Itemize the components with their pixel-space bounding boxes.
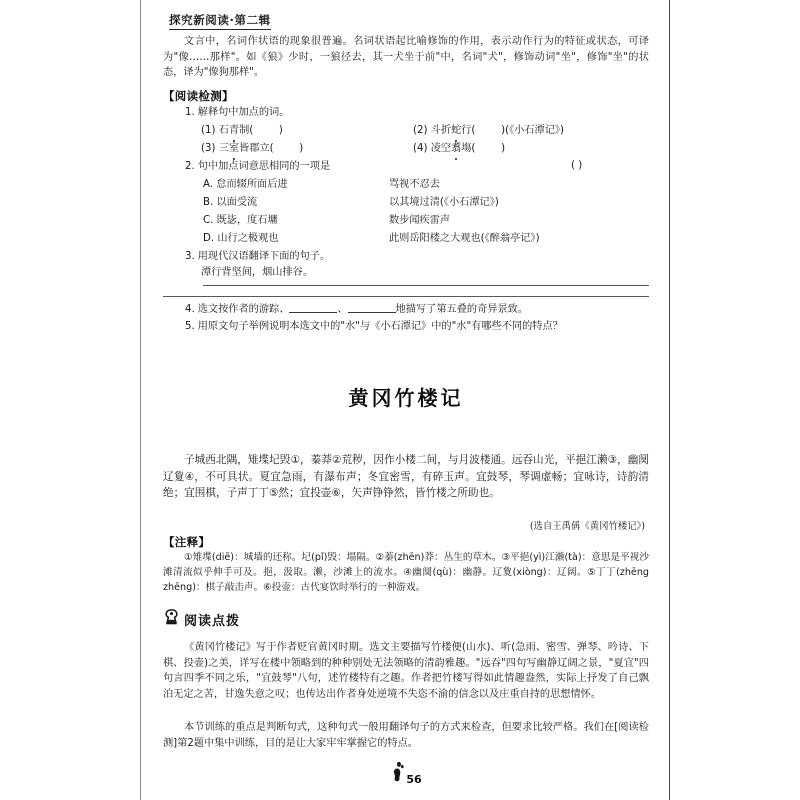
question-2-option-d-tag[interactable]: D. 山行之极观也 [203, 233, 279, 244]
question-1-item-1: (1) 石青制( ) [201, 125, 283, 136]
article-attribution: (选自王禹偁《黄冈竹楼记》) [529, 521, 645, 532]
question-5: 5. 用原文句子举例说明本选文中的"水"与《小石潭记》中的"水"有哪些不同的特点？ [185, 321, 563, 332]
question-2-option-a-tag[interactable]: A. 怠而辍所面后进 [203, 179, 288, 190]
question-1-stem: 1. 解释句中加点的词。 [185, 107, 290, 118]
tips-heading-label: 阅读点拨 [184, 613, 241, 629]
question-1-item-4: (4) 凌空翥塲( ) [413, 143, 506, 154]
dotted-char: 室 [228, 143, 240, 154]
page-number: 56 [406, 773, 422, 786]
question-4-blank-1[interactable] [289, 302, 337, 313]
question-2-option-b-tag[interactable]: B. 以面受流 [203, 197, 258, 208]
question-4-blank-2[interactable] [348, 302, 396, 313]
scanned-page [140, 0, 670, 800]
question-1-item-3: (3) 三室皆郡立( ) [201, 143, 304, 154]
dotted-char: 蛇 [451, 125, 462, 136]
exercises-heading: 【阅读检测】 [163, 89, 234, 103]
question-2-option-a-right: 骂视不忍去 [389, 179, 440, 190]
crown-icon [163, 608, 180, 630]
dotted-char: 翥 [451, 143, 462, 154]
question-2-option-b-right: 以其境过清(《小石潭记》) [389, 197, 499, 208]
notes-heading: 【注释】 [163, 535, 211, 549]
running-head: 探究新阅读·第二辑 [169, 12, 271, 30]
footprint-icon [390, 760, 405, 786]
question-4: 4. 选文按作者的游踪、 、 地描写了第五叠的奇异景致。 [185, 304, 529, 315]
tips-paragraph-2: 本节训练的重点是判断句式，这种句式一般用翻译句子的方式来检查，但要求比较严格。我们在[阅读检测]第2题中集中训练，目的是让大家牢牢掌握它的特点。 [163, 722, 649, 749]
tips-heading-row [163, 608, 240, 630]
answer-rule-1[interactable] [203, 285, 649, 286]
question-3-sentence: 潭行背坚间，烟山排谷。 [201, 267, 314, 278]
dotted-char: 青 [228, 125, 240, 136]
notes-body: ①雉堞(diē)：城墙的还称。圮(pǐ)毁：塌隔。②蓁(zhēn)莽：丛生的草木。③平挹(yì)江濑(tà)：意思是平视沙滩清流似乎伸手可及。挹，汲取。濑，沙滩上的流水。④幽阒(qù)：幽静。辽夐(xiòng)：辽阔。⑤丁丁(zhēng zhēng)：棋子敲击声。⑥投壶：古代宴饮时举行的一种游戏。 [163, 552, 649, 593]
intro-paragraph: 文言中，名词作状语的现象很普遍。名词状语起比喻修饰的作用，表示动作行为的特征或状态，可译为"像……那样"。如《狼》少时，一狼径去，其一犬坐于前"中，名词"犬"，修饰动词"坐"，修饰"坐"的状态，译为"像狗那样"。 [163, 36, 649, 78]
question-2-answer-bracket[interactable]: ( ) [571, 160, 583, 171]
tips-paragraph-1: 《黄冈竹楼记》写于作者贬官黄冈时期。选文主要描写竹楼便(山水)、听(急雨、密雪、弹琴、吟诗、下棋、投壶)之美，详写在楼中领略到的种种别处无法领略的清韵雅趣。"远吞"四句写幽静辽阔之景，"夏宜"四句言四季不同之乐，"宜鼓琴"八句，述竹楼特有之趣。作者把竹楼写得如此情趣盎然，实际上抒发了自己飘泊无定之苦，甘逸失意之叹；也传达出作者身处逆境不失恣不渝的信念以及庄重自持的思想情怀。 [163, 642, 649, 700]
question-1-item-2: (2) 斗折蛇行( )(《小石潭记》) [413, 125, 564, 136]
answer-rule-2[interactable] [163, 296, 649, 297]
page-footer [141, 760, 671, 786]
question-2-option-c-right: 数步闻疾雷声 [389, 215, 451, 226]
question-2-option-c-tag[interactable]: C. 既毖，度石墉 [203, 215, 278, 226]
article-title: 黄冈竹楼记 [348, 386, 464, 410]
article-body: 子城西北隅，雉堞圮毁①，蓁莽②荒秽，因作小楼二间，与月波楼通。远吞山光，平挹江濑③，幽阒辽夐④，不可具状。夏宜急雨，有瀑布声；冬宜密雪，有碎玉声。宜鼓琴，琴调虚畅；宜咏诗，诗韵清绝；宜围棋，子声丁丁⑤然；宜投壶⑥，矢声铮铮然，皆竹楼之所助也。 [163, 454, 649, 499]
question-2-stem: 2. 句中加点词意思相同的一项是 [185, 161, 331, 172]
question-3-stem: 3. 用现代汉语翻译下面的句子。 [185, 251, 331, 262]
question-2-option-d-right: 此则岳阳楼之大观也(《醉翁亭记》) [389, 233, 540, 244]
